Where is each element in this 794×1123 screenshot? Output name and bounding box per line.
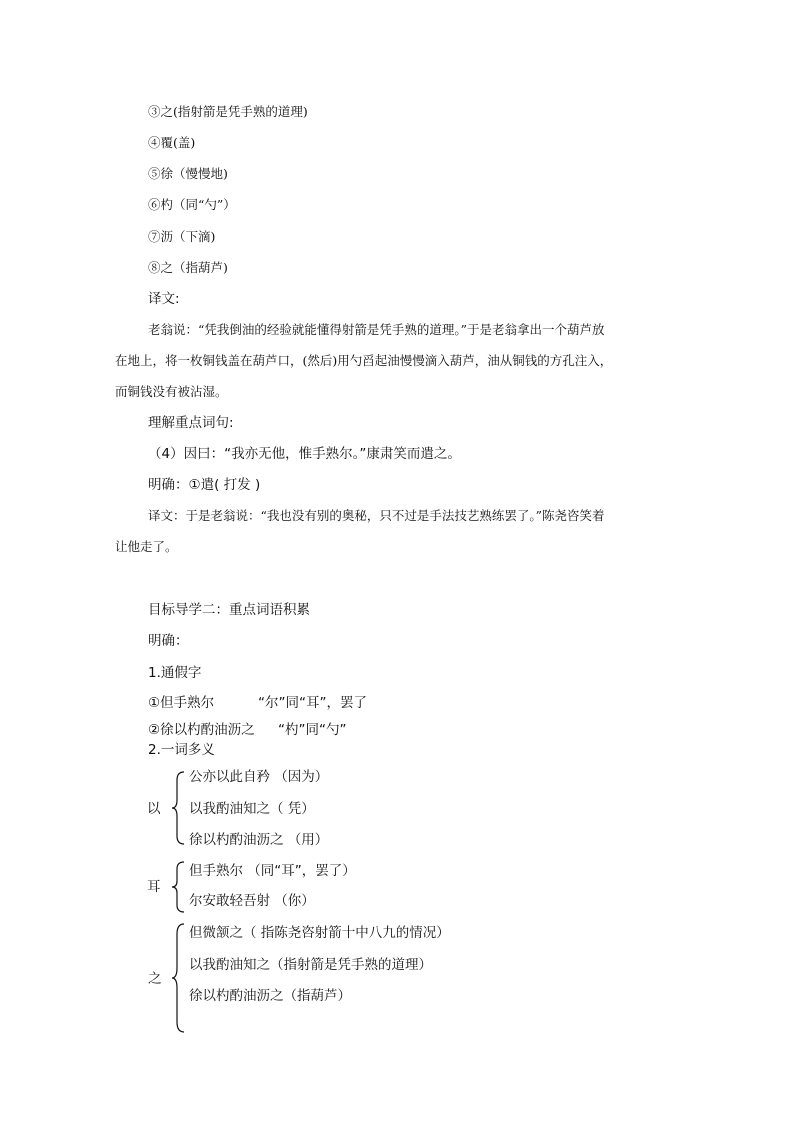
polysemy-char-yi: 以 [147, 801, 161, 817]
polysemy-er-item-2: 尔安敢轻吾射 （你） [189, 893, 315, 909]
translation-4-line-2: 让他走了。 [115, 539, 178, 554]
polysemy-zhi-item-3: 徐以杓酌油沥之（指葫芦） [189, 988, 351, 1004]
polysemy-char-zhi: 之 [148, 971, 162, 987]
translation-label: 译文: [148, 291, 180, 307]
left-brace-icon [170, 770, 186, 846]
tongjia-note-2: “杓”同“勺” [278, 722, 347, 738]
tongjia-phrase-2: ②徐以杓酌油沥之 [148, 722, 255, 738]
clarify-4: 明确：①遣( 打发 ) [148, 477, 261, 493]
polysemy-zhi-item-1: 但微颔之（ 指陈尧咨射箭十中八九的情况） [189, 925, 450, 941]
tongjia-title: 1.通假字 [148, 665, 202, 681]
note-8: ⑧之（指葫芦) [148, 260, 228, 275]
polysemy-yi-item-2: 以我酌油知之（ 凭） [189, 801, 315, 817]
polysemy-title: 2.一词多义 [148, 742, 215, 758]
translation-line-3: 而铜钱没有被沾湿。 [115, 384, 228, 399]
section2-title: 目标导学二：重点词语积累 [148, 602, 310, 618]
polysemy-yi-item-1: 公亦以此自矜 （因为） [189, 769, 329, 785]
left-brace-icon [170, 922, 186, 1034]
translation-line-2: 在地上，将一枚铜钱盖在葫芦口，(然后)用勺舀起油慢慢滴入葫芦，油从铜钱的方孔注入， [115, 353, 613, 368]
polysemy-zhi-item-2: 以我酌油知之（指射箭是凭手熟的道理） [189, 957, 432, 973]
quote-4: （4）因曰：“我亦无他，惟手熟尔。”康肃笑而遣之。 [148, 446, 461, 462]
clarify-label: 明确： [148, 633, 189, 649]
translation-line-1: 老翁说：“凭我倒油的经验就能懂得射箭是凭手熟的道理。”于是老翁拿出一个葫芦放 [148, 322, 605, 337]
note-7: ⑦沥（下滴) [148, 229, 216, 244]
note-4: ④覆(盖) [148, 135, 196, 150]
left-brace-icon [170, 860, 186, 914]
tongjia-phrase-1: ①但手熟尔 [148, 695, 215, 711]
polysemy-char-er: 耳 [147, 879, 161, 895]
key-words-label: 理解重点词句: [148, 415, 234, 431]
polysemy-er-item-1: 但手熟尔 （同“耳”，罢了） [189, 863, 356, 879]
translation-4-line-1: 译文：于是老翁说：“我也没有别的奥秘，只不过是手法技艺熟练罢了。”陈尧咨笑着 [148, 508, 605, 523]
tongjia-note-1: “尔”同“耳”，罢了 [258, 695, 367, 711]
note-5: ⑤徐（慢慢地) [148, 166, 228, 181]
polysemy-yi-item-3: 徐以杓酌油沥之 （用） [189, 832, 329, 848]
note-6: ⑥杓（同“勺”） [148, 197, 236, 212]
note-3: ③之(指射箭是凭手熟的道理) [148, 104, 308, 119]
